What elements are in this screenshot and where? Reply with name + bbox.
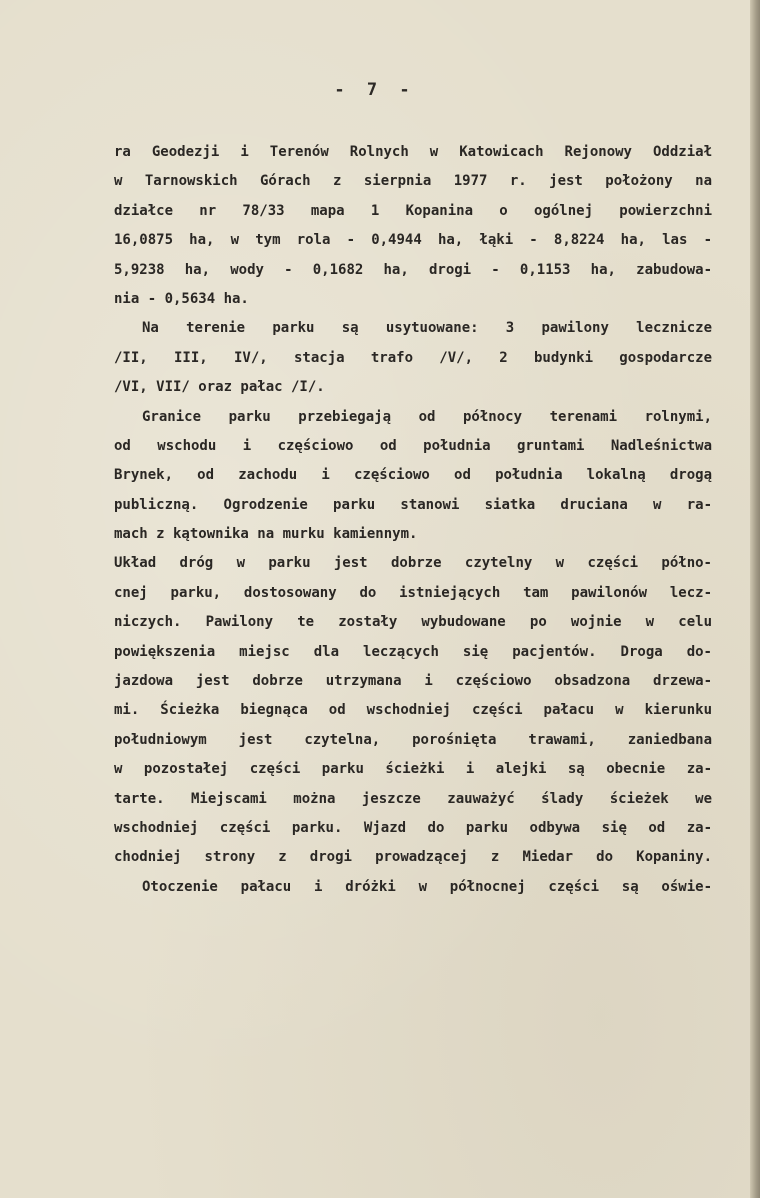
text-line: od wschodu i częściowo od południa gruntami Nadleśnictwa [114, 437, 712, 454]
text-line: niczych. Pawilony te zostały wybudowane po wojnie w celu [114, 614, 712, 631]
page-number: - 7 - [334, 80, 416, 100]
text-line: Brynek, od zachodu i częściowo od południa lokalną drogą [114, 467, 712, 484]
text-line: w pozostałej części parku ścieżki i alejki są obecnie za- [114, 761, 712, 778]
text-line: powiększenia miejsc dla leczących się pacjentów. Droga do- [114, 643, 712, 660]
page-edge [750, 0, 760, 1198]
text-line: /VI, VII/ oraz pałac /I/. [114, 379, 325, 396]
text-line: Otoczenie pałacu i dróżki w północnej części są oświe- [142, 878, 712, 895]
text-line: /II, III, IV/, stacja trafo /V/, 2 budynki gospodarcze [114, 349, 712, 366]
text-line: chodniej strony z drogi prowadzącej z Miedar do Kopaniny. [114, 849, 712, 866]
text-line: południowym jest czytelna, porośnięta trawami, zaniedbana [114, 731, 712, 748]
text-line: Na terenie parku są usytuowane: 3 pawilony lecznicze [142, 320, 712, 337]
text-line: cnej parku, dostosowany do istniejących tam pawilonów lecz- [114, 584, 712, 601]
text-line: tarte. Miejscami można jeszcze zauważyć ślady ścieżek we [114, 790, 712, 807]
text-line: 16,0875 ha, w tym rola - 0,4944 ha, łąki - 8,8224 ha, las - [114, 232, 712, 249]
text-line: w Tarnowskich Górach z sierpnia 1977 r. jest położony na [114, 173, 712, 190]
text-line: nia - 0,5634 ha. [114, 290, 249, 307]
text-line: Granice parku przebiegają od północy terenami rolnymi, [142, 408, 712, 425]
text-line: publiczną. Ogrodzenie parku stanowi siatka druciana w ra- [114, 496, 712, 513]
text-line: jazdowa jest dobrze utrzymana i częściowo obsadzona drzewa- [114, 673, 712, 690]
text-line: działce nr 78/33 mapa 1 Kopanina o ogólnej powierzchni [114, 202, 712, 219]
text-line: 5,9238 ha, wody - 0,1682 ha, drogi - 0,1153 ha, zabudowa- [114, 261, 712, 278]
text-line: Układ dróg w parku jest dobrze czytelny w części półno- [114, 555, 712, 572]
text-line: ra Geodezji i Terenów Rolnych w Katowicach Rejonowy Oddział [114, 144, 712, 160]
text-line: mi. Ścieżka biegnąca od wschodniej części pałacu w kierunku [114, 702, 712, 719]
text-line: mach z kątownika na murku kamiennym. [114, 526, 418, 543]
text-line: wschodniej części parku. Wjazd do parku odbywa się od za- [114, 819, 712, 836]
body-text [114, 138, 712, 902]
